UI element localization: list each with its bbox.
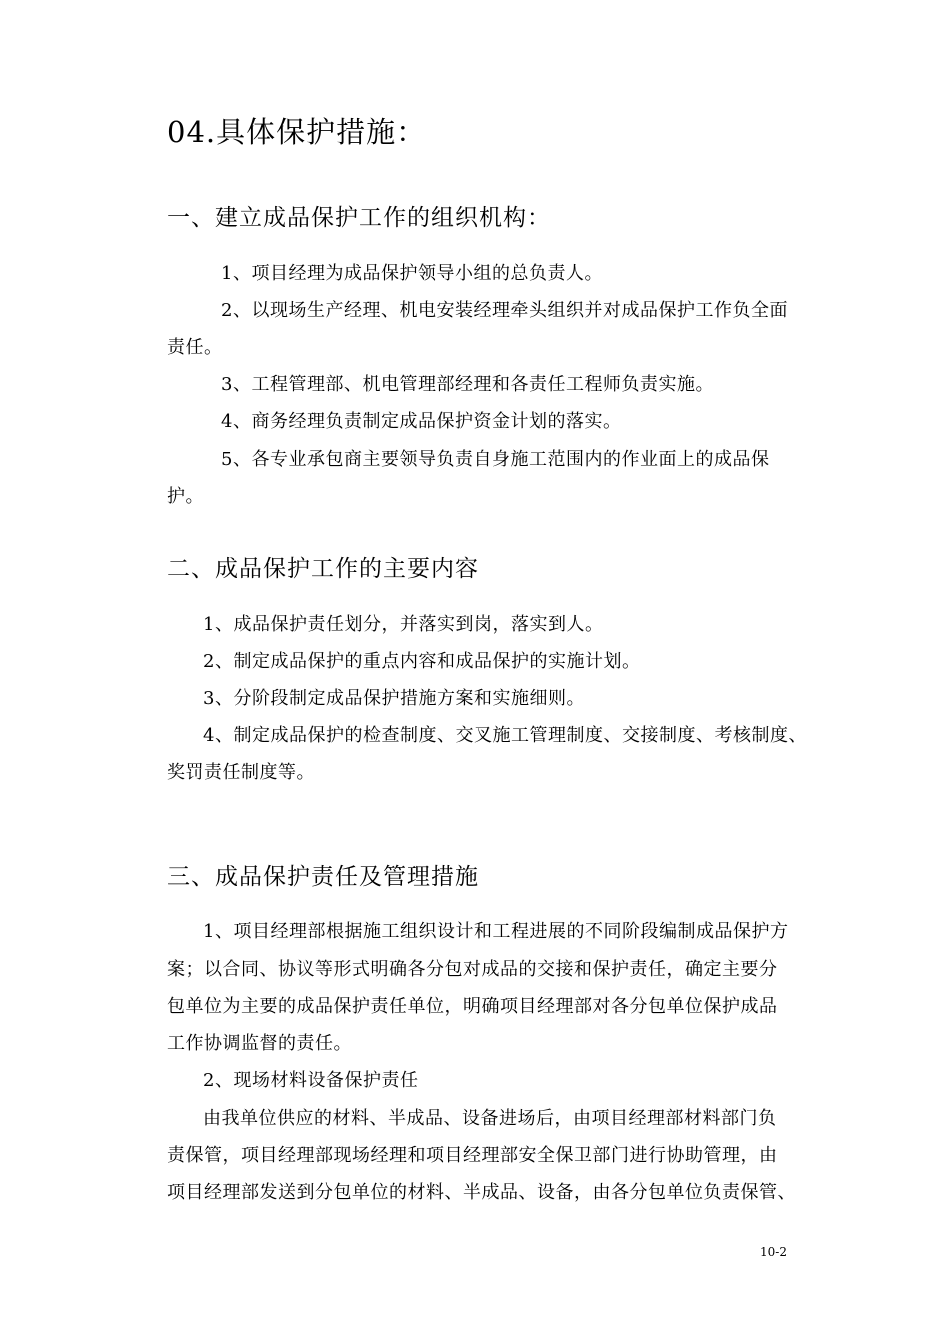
paragraph-line: 1、项目经理部根据施工组织设计和工程进展的不同阶段编制成品保护方: [203, 921, 789, 942]
paragraph: [167, 951, 778, 988]
paragraph: [203, 643, 640, 680]
section-heading-2: 二、成品保护工作的主要内容: [167, 556, 479, 582]
paragraph: [203, 606, 603, 643]
paragraph: [167, 1025, 352, 1062]
paragraph: [167, 754, 315, 791]
paragraph-line: 2、制定成品保护的重点内容和成品保护的实施计划。: [203, 651, 641, 672]
paragraph: [203, 680, 585, 717]
paragraph: [203, 1062, 418, 1099]
paragraph: [221, 441, 769, 478]
paragraph: [167, 988, 778, 1025]
paragraph-line: 护。: [167, 486, 204, 507]
paragraph-line: 4、制定成品保护的检查制度、交叉施工管理制度、交接制度、考核制度、: [203, 725, 807, 746]
paragraph-line: 1、项目经理为成品保护领导小组的总负责人。: [221, 263, 603, 284]
paragraph: [167, 1174, 796, 1211]
section-heading-1: 一、建立成品保护工作的组织机构：: [167, 205, 551, 231]
paragraph-line: 工作协调监督的责任。: [167, 1033, 352, 1054]
paragraph-line: 包单位为主要的成品保护责任单位，明确项目经理部对各分包单位保护成品: [167, 996, 778, 1017]
page-number: 10-2: [760, 1245, 787, 1259]
paragraph: [221, 292, 788, 329]
paragraph: [167, 1137, 778, 1174]
paragraph-line: 责任。: [167, 337, 223, 358]
paragraph-line: 3、分阶段制定成品保护措施方案和实施细则。: [203, 688, 585, 709]
paragraph: [167, 329, 223, 366]
paragraph-line: 案；以合同、协议等形式明确各分包对成品的交接和保护责任，确定主要分: [167, 959, 778, 980]
paragraph-line: 由我单位供应的材料、半成品、设备进场后，由项目经理部材料部门负: [203, 1108, 777, 1129]
paragraph-line: 2、以现场生产经理、机电安装经理牵头组织并对成品保护工作负全面: [221, 300, 788, 321]
document-title: 04.具体保护措施：: [167, 115, 427, 149]
paragraph-line: 2、现场材料设备保护责任: [203, 1070, 419, 1091]
paragraph-line: 4、商务经理负责制定成品保护资金计划的落实。: [221, 411, 622, 432]
section-heading-3: 三、成品保护责任及管理措施: [167, 864, 479, 890]
paragraph-line: 1、成品保护责任划分，并落实到岗，落实到人。: [203, 614, 604, 635]
paragraph: [221, 366, 714, 403]
paragraph: [203, 913, 788, 950]
paragraph: [203, 1100, 777, 1137]
paragraph-line: 奖罚责任制度等。: [167, 762, 315, 783]
paragraph-line: 3、工程管理部、机电管理部经理和各责任工程师负责实施。: [221, 374, 714, 395]
paragraph-line: 责保管，项目经理部现场经理和项目经理部安全保卫部门进行协助管理，由: [167, 1145, 778, 1166]
paragraph: [203, 717, 807, 754]
paragraph: [167, 478, 204, 515]
paragraph-line: 项目经理部发送到分包单位的材料、半成品、设备，由各分包单位负责保管、: [167, 1182, 796, 1203]
paragraph: [221, 255, 603, 292]
paragraph: [221, 403, 621, 440]
paragraph-line: 5、各专业承包商主要领导负责自身施工范围内的作业面上的成品保: [221, 449, 770, 470]
